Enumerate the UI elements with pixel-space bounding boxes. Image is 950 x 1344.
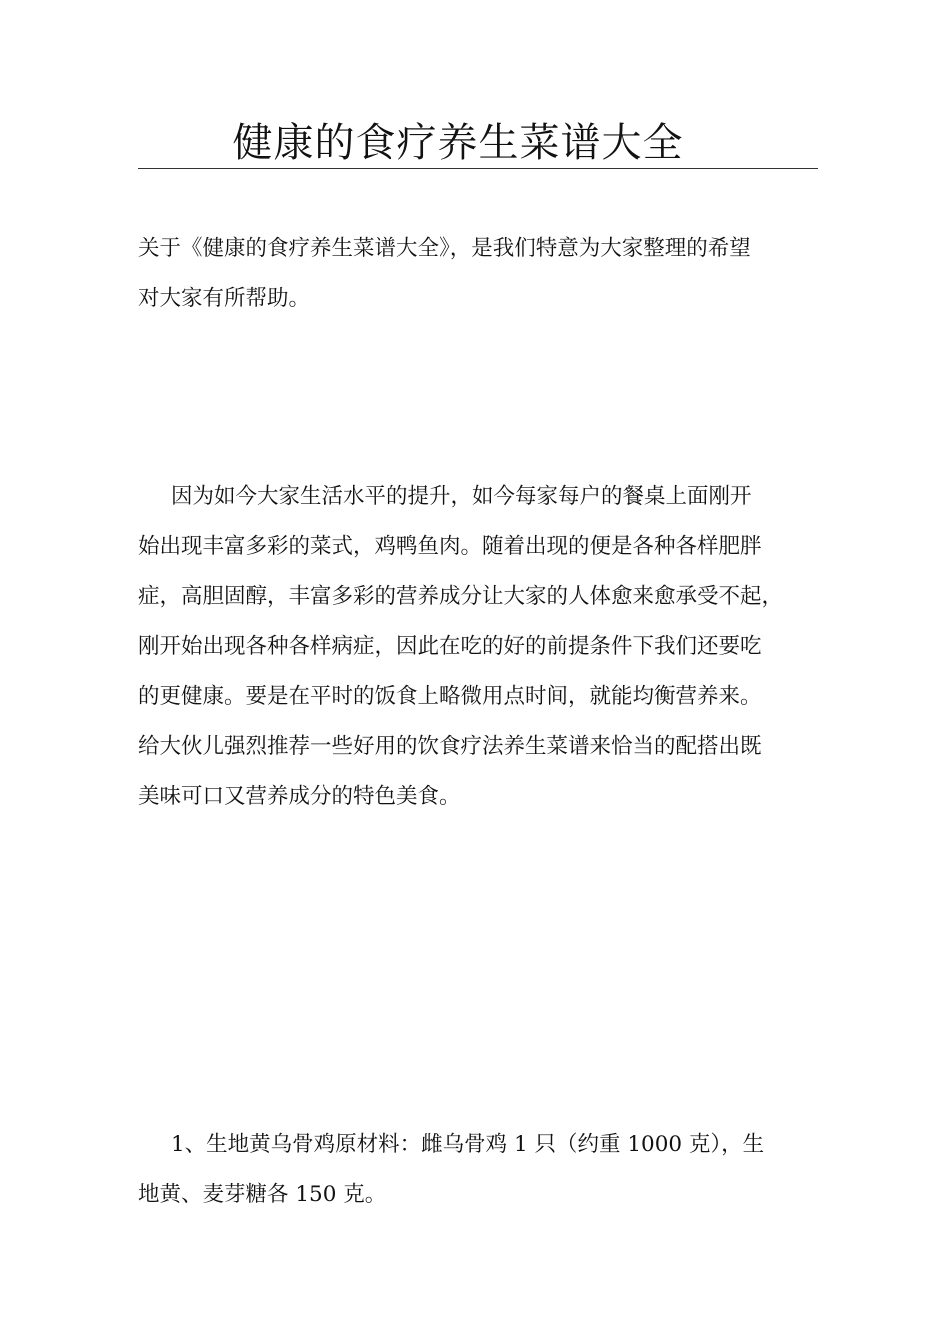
recipe-item-1 xyxy=(138,1120,828,1220)
paragraph-line: 的更健康。要是在平时的饭食上略微用点时间，就能均衡营养来。 xyxy=(138,684,762,709)
intro-paragraph xyxy=(138,224,828,324)
document-title: 健康的食疗养生菜谱大全 xyxy=(232,120,684,166)
recipe-line: 地黄、麦芽糖各 150 克。 xyxy=(138,1182,387,1207)
intro-line: 对大家有所帮助。 xyxy=(138,286,311,311)
body-paragraph xyxy=(138,472,828,822)
paragraph-line: 给大伙儿强烈推荐一些好用的饮食疗法养生菜谱来恰当的配搭出既 xyxy=(138,734,762,759)
paragraph-line: 美味可口又营养成分的特色美食。 xyxy=(138,784,461,809)
paragraph-line: 症，高胆固醇，丰富多彩的营养成分让大家的人体愈来愈承受不起， xyxy=(138,584,784,609)
intro-line: 关于《健康的食疗养生菜谱大全》，是我们特意为大家整理的希望 xyxy=(138,236,751,261)
title-block xyxy=(138,118,818,169)
paragraph-line: 始出现丰富多彩的菜式，鸡鸭鱼肉。随着出现的便是各种各样肥胖 xyxy=(138,534,762,559)
recipe-line: 1、生地黄乌骨鸡原材料：雌乌骨鸡 1 只（约重 1000 克），生 xyxy=(171,1132,765,1157)
paragraph-line: 刚开始出现各种各样病症，因此在吃的好的前提条件下我们还要吃 xyxy=(138,634,762,659)
paragraph-line: 因为如今大家生活水平的提升，如今每家每户的餐桌上面刚开 xyxy=(171,484,752,509)
